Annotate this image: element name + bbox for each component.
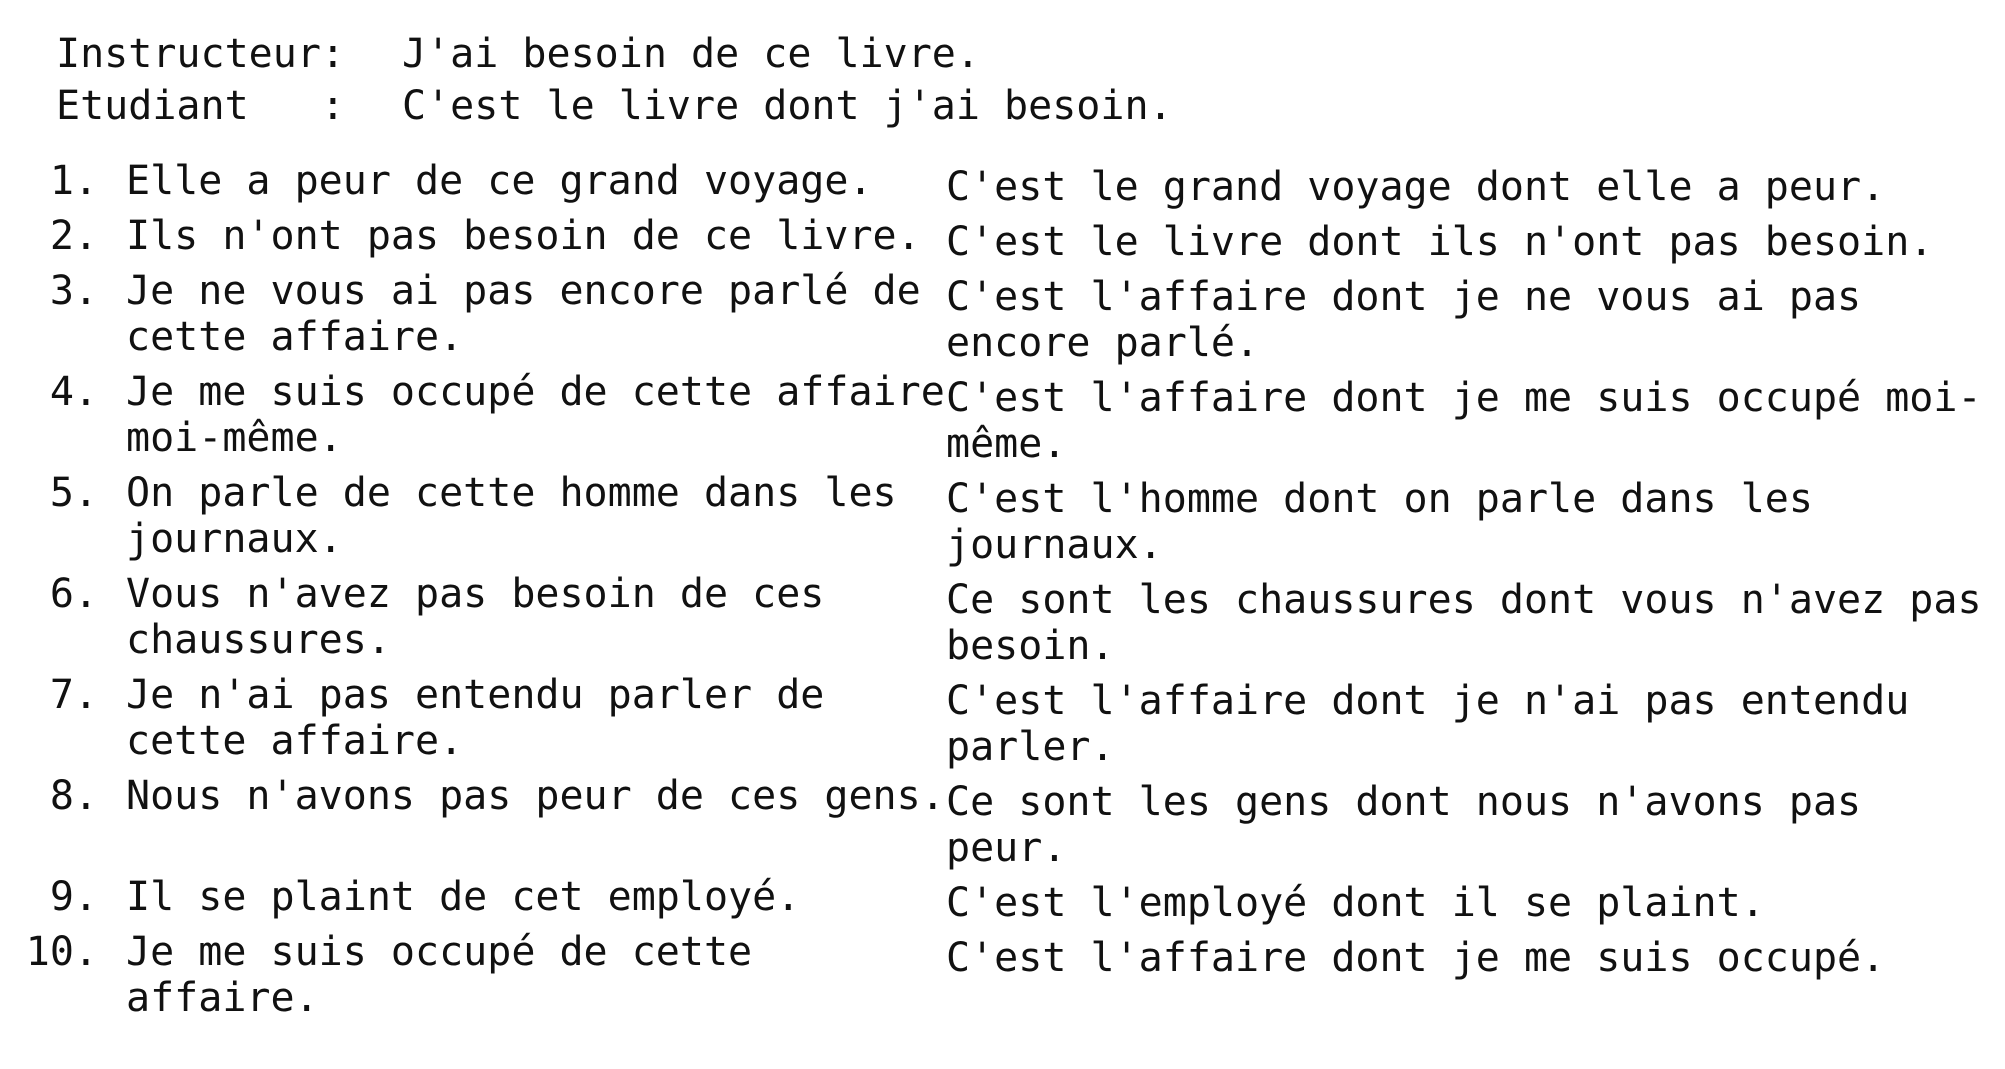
item-prompt: Elle a peur de ce grand voyage.	[126, 158, 873, 204]
item-answer: C'est l'affaire dont je me suis occupé moi-même.	[946, 375, 1982, 467]
drill-item	[22, 268, 2002, 366]
item-prompt: Je ne vous ai pas encore parlé de cette affaire.	[126, 268, 921, 360]
item-number: 7.	[49, 672, 98, 718]
item-answer: C'est l'employé dont il se plaint.	[946, 880, 1765, 926]
item-number: 4.	[49, 369, 98, 415]
instructor-text: J'ai besoin de ce livre.	[402, 31, 980, 77]
student-text: C'est le livre dont j'ai besoin.	[402, 83, 1173, 129]
item-prompt: Je me suis occupé de cette affaire moi-même.	[126, 369, 945, 461]
instructor-line	[56, 28, 1173, 80]
item-answer: C'est l'affaire dont je me suis occupé.	[946, 935, 1886, 981]
item-number: 8.	[49, 773, 98, 819]
item-number: 9.	[49, 874, 98, 920]
item-answer: C'est l'homme dont on parle dans les journaux.	[946, 476, 1813, 568]
item-answer: Ce sont les gens dont nous n'avons pas peur.	[946, 779, 1862, 871]
item-answer: C'est le livre dont ils n'ont pas besoin.	[946, 219, 1934, 265]
item-prompt: Ils n'ont pas besoin de ce livre.	[126, 213, 921, 259]
item-answer: C'est l'affaire dont je ne vous ai pas encore parlé.	[946, 274, 1862, 366]
item-prompt: Je me suis occupé de cette affaire.	[126, 929, 753, 1021]
drill-item	[22, 929, 2002, 1021]
drill-item	[22, 571, 2002, 669]
item-prompt: Nous n'avons pas peur de ces gens.	[126, 773, 945, 819]
item-prompt: Il se plaint de cet employé.	[126, 874, 801, 920]
item-prompt: Je n'ai pas entendu parler de cette affaire.	[126, 672, 825, 764]
drill-item	[22, 773, 2002, 871]
item-answer: C'est l'affaire dont je n'ai pas entendu parler.	[946, 678, 1910, 770]
student-label: Etudiant :	[56, 83, 345, 129]
item-prompt: On parle de cette homme dans les journaux.	[126, 470, 897, 562]
item-answer: Ce sont les chaussures dont vous n'avez pas besoin.	[946, 577, 1982, 669]
drill-item	[22, 213, 2002, 265]
drill-item	[22, 672, 2002, 770]
item-number: 1.	[49, 158, 98, 204]
item-number: 10.	[25, 929, 98, 975]
model-example	[56, 28, 1173, 132]
drill-item	[22, 158, 2002, 210]
item-answer: C'est le grand voyage dont elle a peur.	[946, 164, 1886, 210]
drill-item	[22, 874, 2002, 926]
item-number: 3.	[49, 268, 98, 314]
student-line	[56, 80, 1173, 132]
item-prompt: Vous n'avez pas besoin de ces chaussures.	[126, 571, 825, 663]
drill-item	[22, 470, 2002, 568]
item-number: 5.	[49, 470, 98, 516]
drill-item	[22, 369, 2002, 467]
drill-list	[22, 158, 2002, 1024]
instructor-label: Instructeur:	[56, 31, 345, 77]
item-number: 2.	[49, 213, 98, 259]
item-number: 6.	[49, 571, 98, 617]
